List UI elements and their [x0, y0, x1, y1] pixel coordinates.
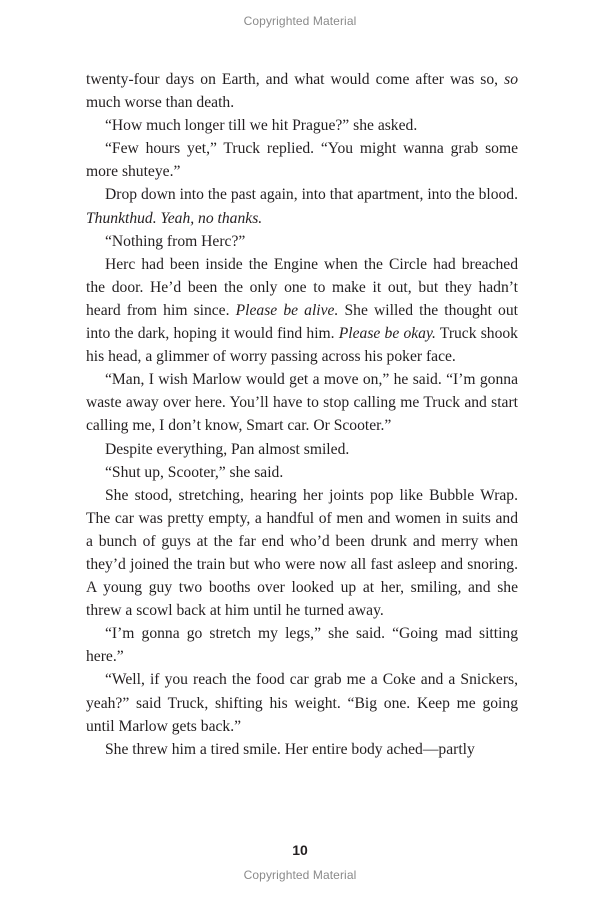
- paragraph: [86, 137, 518, 183]
- text-run: Drop down into the past again, into that apartment, into the blood.: [105, 186, 518, 204]
- page-body-text: [86, 68, 518, 761]
- paragraph: [86, 668, 518, 737]
- italic-text: Thunkthud. Yeah, no thanks.: [86, 209, 263, 227]
- copyright-watermark-bottom: Copyrighted Material: [243, 868, 357, 882]
- copyright-watermark-top: Copyrighted Material: [243, 14, 357, 28]
- text-run: “Nothing from Herc?”: [105, 232, 246, 250]
- text-run: much worse than death.: [86, 94, 235, 112]
- paragraph: [86, 738, 518, 761]
- italic-text: Please be alive.: [235, 301, 339, 319]
- italic-text: so: [504, 71, 518, 88]
- text-run: “Shut up, Scooter,” she said.: [105, 463, 284, 481]
- text-run: Truck shook his head, a glimmer of worry passing across his poker face.: [86, 325, 518, 366]
- paragraph: [86, 114, 518, 137]
- paragraph: [86, 622, 518, 668]
- paragraph: [86, 230, 518, 253]
- text-run: twenty-four days on Earth, and what would come after was so,: [86, 71, 505, 88]
- text-run: “I’m gonna go stretch my legs,” she said. “Going mad sitting here.”: [86, 625, 518, 666]
- text-run: She stood, stretching, hearing her joints pop like Bubble Wrap. The car was pretty empty, a handful of men and women in suits and a bunch of guys at the far end who’d been drunk and merry when they’d joined the train but who were now all fast asleep and snoring. A young guy two booths over looked up at her, smiling, and she threw a scowl back at him until he turned away.: [86, 486, 518, 620]
- text-run: “Man, I wish Marlow would get a move on,” he said. “I’m gonna waste away over here. You’ll have to stop calling me Truck and start calling me, I don’t know, Smart car. Or Scooter.”: [86, 371, 518, 435]
- page-number: 10: [292, 842, 308, 858]
- text-run: “Few hours yet,” Truck replied. “You might wanna grab some more shuteye.”: [86, 140, 518, 181]
- paragraph: [86, 438, 518, 461]
- paragraph: [86, 68, 518, 114]
- italic-text: Please be okay.: [338, 325, 436, 343]
- text-run: Herc had been inside the Engine when the Circle had breached the door. He’d been the only one to make it out, but they hadn’t heard from him since.: [86, 255, 518, 319]
- paragraph: [86, 253, 518, 368]
- paragraph: [86, 183, 518, 229]
- text-run: She threw him a tired smile. Her entire body ached—partly: [105, 740, 475, 758]
- text-run: She willed the thought out into the dark, hoping it would find him.: [86, 301, 518, 343]
- text-run: Despite everything, Pan almost smiled.: [105, 440, 350, 458]
- paragraph: [86, 484, 518, 623]
- paragraph: [86, 368, 518, 437]
- text-run: “How much longer till we hit Prague?” she asked.: [105, 117, 418, 135]
- paragraph: [86, 461, 518, 484]
- text-run: “Well, if you reach the food car grab me a Coke and a Snickers, yeah?” said Truck, shifting his weight. “Big one. Keep me going until Marlow gets back.”: [86, 671, 518, 735]
